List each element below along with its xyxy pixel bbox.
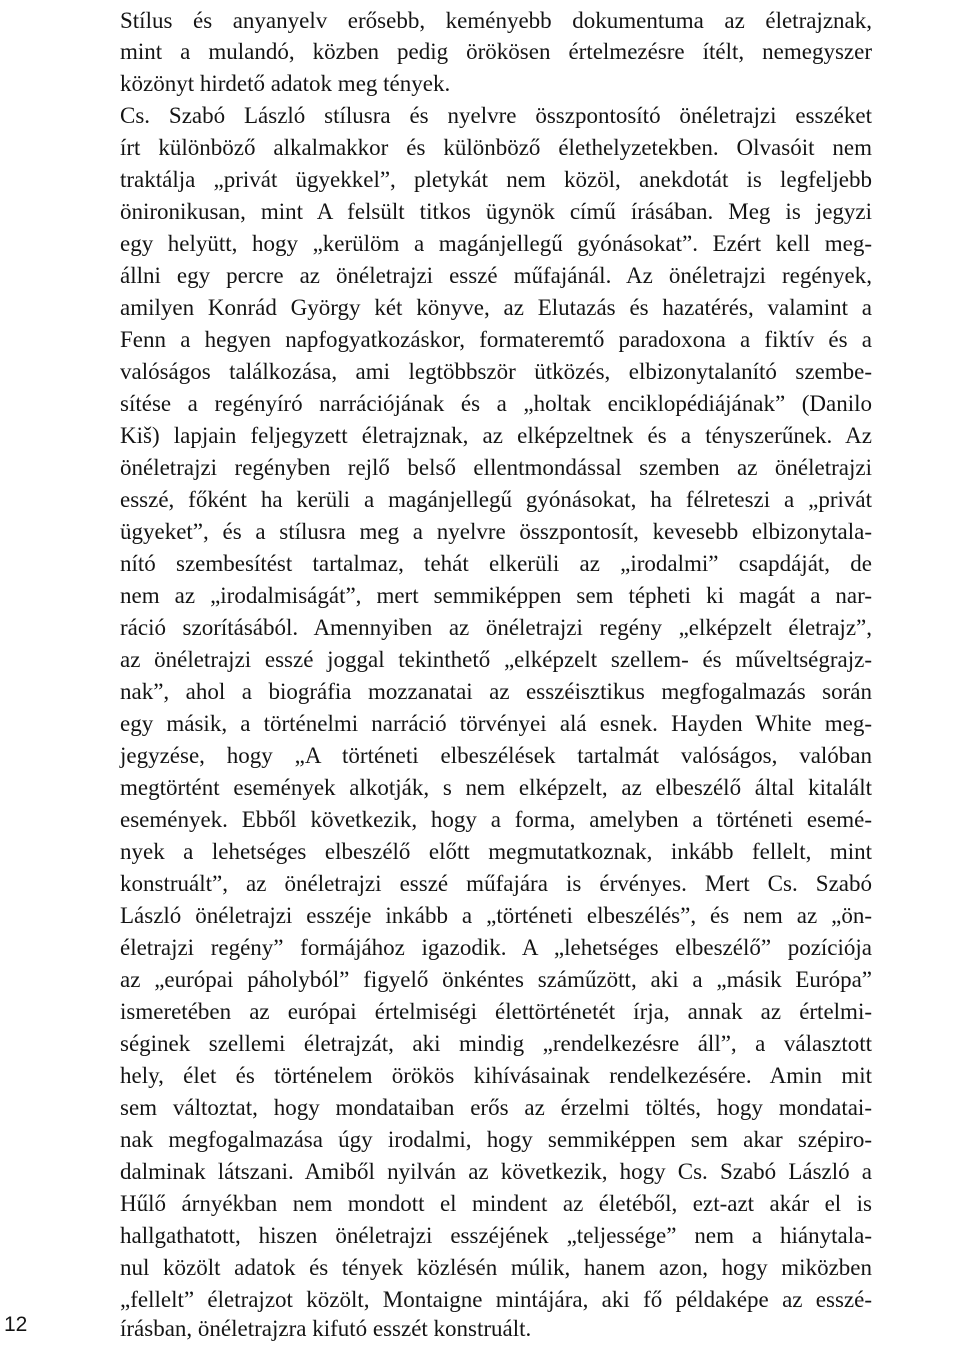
- text-line: Hűlő árnyékban nem mondott el mindent az életéből, ezt-azt akár el is: [120, 1191, 872, 1216]
- text-line: Stílus és anyanyelv erősebb, keményebb dokumentuma az életrajznak,: [120, 8, 872, 33]
- text-line: nak megfogalmazása úgy irodalmi, hogy semmiképpen sem akar szépiro-: [120, 1127, 872, 1152]
- text-line: közönyt hirdető adatok meg tények.: [120, 71, 451, 96]
- text-line: konstruált”, az önéletrajzi esszé műfajára is érvényes. Mert Cs. Szabó: [120, 871, 872, 896]
- text-line: ügyeket”, és a stílusra meg a nyelvre összpontosít, kevesebb elbizonytala-: [120, 519, 872, 544]
- text-line: nító szembesítést tartalmaz, tehát elkerüli az „irodalmi” csapdáját, de: [120, 551, 872, 576]
- text-line: az „európai páholyból” figyelő önkéntes száműzött, aki a „másik Európa”: [120, 967, 872, 992]
- text-line: életrajzi regény” formájához igazodik. A „lehetséges elbeszélő” pozíciója: [120, 935, 872, 960]
- text-line: egy másik, a történelmi narráció törvényei alá esnek. Hayden White meg-: [120, 711, 872, 736]
- text-line: önironikusan, mint A felsült titkos ügynök című írásában. Meg is jegyzi: [120, 199, 872, 224]
- text-line: dalminak látszani. Amiből nyilván az következik, hogy Cs. Szabó László a: [120, 1159, 872, 1184]
- text-line: nul közölt adatok és tények közlésén múlik, hanem azon, hogy miközben: [120, 1255, 872, 1280]
- text-line: hallgathatott, hiszen önéletrajzi esszéjének „teljessége” nem a hiánytala-: [120, 1223, 872, 1248]
- text-line: ráció szorításából. Amennyiben az önéletrajzi regény „elképzelt életrajz”,: [120, 615, 872, 640]
- text-line: állni egy percre az önéletrajzi esszé műfajánál. Az önéletrajzi regények,: [120, 263, 872, 288]
- text-line: önéletrajzi regényben rejlő belső ellentmondással szemben az önéletrajzi: [120, 455, 872, 480]
- text-line: Kiš) lapjain feljegyzett életrajznak, az elképzeltnek és a tényszerűnek. Az: [120, 423, 872, 448]
- text-line: megtörtént események alkotják, s nem elképzelt, az elbeszélő által kitalált: [120, 775, 872, 800]
- text-line: „fellelt” életrajzot közölt, Montaigne mintájára, aki fő példaképe az esszé-: [120, 1287, 872, 1312]
- text-line: ismeretében az európai értelmiségi élettörténetét írja, annak az értelmi-: [120, 999, 872, 1024]
- text-line: sem változtat, hogy mondataiban erős az érzelmi töltés, hogy mondatai-: [120, 1095, 872, 1120]
- text-line: írásban, önéletrajzra kifutó esszét konstruált.: [120, 1316, 532, 1341]
- text-line: írt különböző alkalmakkor és különböző élethelyzetekben. Olvasóit nem: [120, 135, 872, 160]
- text-line: az önéletrajzi esszé joggal tekinthető „elképzelt szellem- és műveltségrajz-: [120, 647, 872, 672]
- text-line: hely, élet és történelem örökös kihívásainak rendelkezésére. Amin mit: [120, 1063, 872, 1088]
- text-line: esszé, főként ha kerüli a magánjellegű gyónásokat, ha félreteszi a „privát: [120, 487, 872, 512]
- text-line: séginek szellemi életrajzát, aki mindig „rendelkezésre áll”, a választott: [120, 1031, 872, 1056]
- text-line: nem az „irodalmiságát”, mert semmiképpen sem tépheti ki magát a nar-: [120, 583, 872, 608]
- text-line: mint a mulandó, közben pedig örökösen értelmezésre ítélt, nemegyszer: [120, 39, 872, 64]
- text-line: traktálja „privát ügyekkel”, pletykát nem közöl, anekdotát is legfeljebb: [120, 167, 872, 192]
- text-line: jegyzése, hogy „A történeti elbeszélések tartalmát valóságos, valóban: [120, 743, 872, 768]
- text-line: amilyen Konrád György két könyve, az Elutazás és hazatérés, valamint a: [120, 295, 872, 320]
- text-line: László önéletrajzi esszéje inkább a „történeti elbeszélés”, és nem az „ön-: [120, 903, 872, 928]
- text-line: valóságos találkozása, ami legtöbbször ütközés, elbizonytalanító szembe-: [120, 359, 872, 384]
- text-line: sítése a regényíró narrációjának és a „holtak enciklopédiájának” (Danilo: [120, 391, 872, 416]
- page-number: 12: [4, 1313, 28, 1336]
- text-line: események. Ebből következik, hogy a forma, amelyben a történeti esemé-: [120, 807, 872, 832]
- text-line: egy helyütt, hogy „kerülöm a magánjellegű gyónásokat”. Ezért kell meg-: [120, 231, 872, 256]
- text-line: Cs. Szabó László stílusra és nyelvre összpontosító önéletrajzi esszéket: [120, 103, 872, 128]
- text-line: nak”, ahol a biográfia mozzanatai az esszéisztikus megfogalmazás során: [120, 679, 872, 704]
- text-line: nyek a lehetséges elbeszélő előtt megmutatkoznak, inkább fellelt, mint: [120, 839, 872, 864]
- text-line: Fenn a hegyen napfogyatkozáskor, formateremtő paradoxona a fiktív és a: [120, 327, 872, 352]
